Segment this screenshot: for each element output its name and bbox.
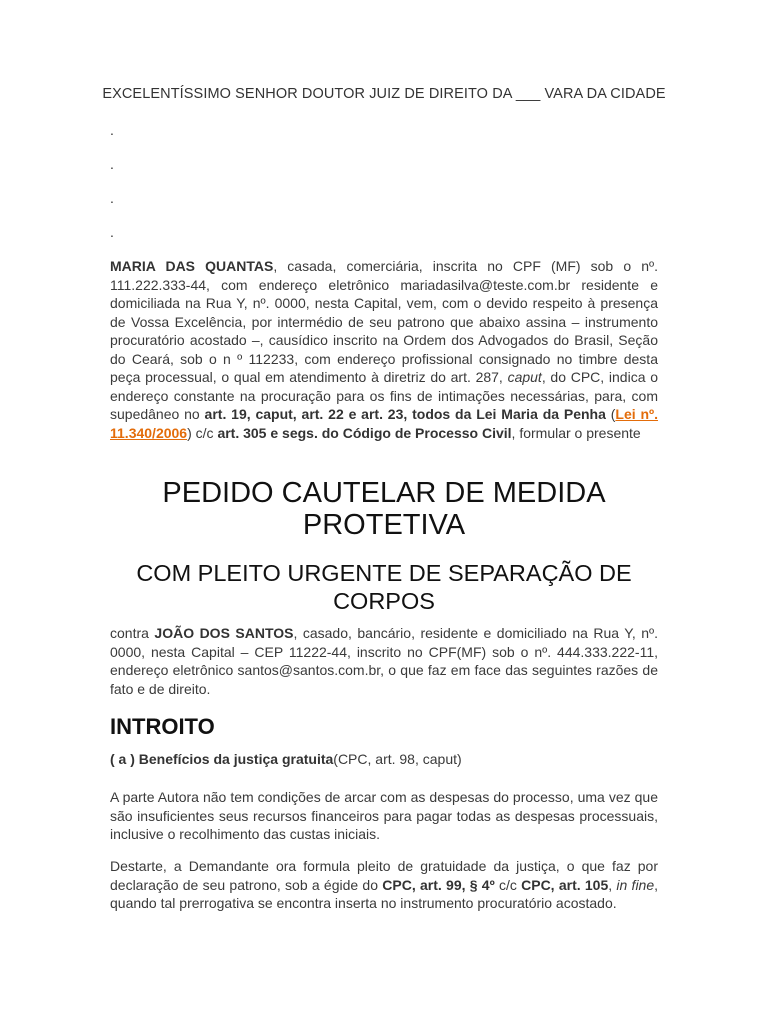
spacer-dot: . (110, 190, 114, 206)
paragraph-text: c/c (494, 876, 522, 893)
paragraph-text: ( (605, 406, 616, 422)
plaintiff-name: MARIA DAS QUANTAS (110, 258, 274, 274)
paragraph-italic: caput (507, 369, 542, 385)
legal-reference: CPC, art. 105 (521, 876, 609, 893)
gratuity-request-paragraph (110, 857, 658, 913)
defendant-qualification-paragraph (110, 624, 658, 698)
legal-reference: art. 19, caput, art. 22 e art. 23, todos da Lei Maria da Penha (204, 406, 606, 422)
paragraph-text: contra (110, 625, 155, 641)
paragraph-text: , formular o presente (511, 424, 641, 441)
paragraph-text: , do CPC, indica o endereço constante na procuração para os fins de intimações necessárias, para, com supedâneo no (110, 369, 658, 422)
paragraph-text: Destarte, a Demandante ora formula pleito de gratuidade da justiça, o que faz por declaração de seu patrono, sob a égide do (110, 858, 658, 893)
law-link[interactable]: Lei nº. 11.340/2006 (110, 406, 659, 441)
paragraph-italic: in fine (616, 876, 655, 893)
paragraph-text: , casada, comerciária, inscrita no CPF (MF) sob o nº. 111.222.333-44, com endereço eletrônico mariadasilva@teste.com.br residente e domiciliada na Rua Y, nº. 0000, nesta Capital, vem, com o devido respeito à presença de Vossa Excelência, por intermédio de seu patrono que abaixo assina – instrumento procuratório acostado –, causídico inscrito na Ordem dos Advogados do Brasil, Seção do Ceará, sob o n º 112233, com endereço profissional consignado no timbre desta peça processual, o qual em atendimento à diretriz do art. 287, (110, 258, 658, 385)
paragraph-text: ) c/c (187, 424, 218, 441)
defendant-name: JOÃO DOS SANTOS (154, 625, 294, 641)
paragraph-text: , casado, bancário, residente e domiciliado na Rua Y, nº. 0000, nesta Capital – CEP 11222-44, inscrito no CPF(MF) sob o nº. 444.333.222-11, endereço eletrônico santos@santos.com.br, o que faz em face das seguintes razões de fato e de direito. (110, 625, 658, 697)
subheading-text: (CPC, art. 98, caput) (333, 751, 462, 767)
legal-reference: CPC, art. 99, § 4º (382, 876, 495, 893)
subheading-bold: ( a ) Benefícios da justiça gratuita (110, 751, 334, 767)
section-subheading (110, 751, 462, 767)
spacer-dot: . (110, 224, 114, 240)
paragraph-text: , (608, 876, 617, 893)
free-justice-paragraph: A parte Autora não tem condições de arcar com as despesas do processo, uma vez que são insuficientes seus recursos financeiros para pagar todas as despesas processuais, inclusive o recolhimento das custas iniciais. (110, 789, 658, 842)
document-subtitle: COM PLEITO URGENTE DE SEPARAÇÃO DE CORPOS (136, 560, 632, 614)
court-header: EXCELENTÍSSIMO SENHOR DOUTOR JUIZ DE DIREITO DA ___ VARA DA CIDADE (102, 86, 666, 102)
section-heading: INTROITO (110, 714, 215, 739)
document-title: PEDIDO CAUTELAR DE MEDIDA PROTETIVA (162, 477, 606, 541)
paragraph-text: , quando tal prerrogativa se encontra inserta no instrumento procuratório acostado. (110, 876, 659, 911)
plaintiff-qualification-paragraph (110, 257, 658, 442)
legal-reference: art. 305 e segs. do Código de Processo Civil (217, 424, 512, 441)
spacer-dot: . (110, 122, 114, 138)
spacer-dot: . (110, 156, 114, 172)
